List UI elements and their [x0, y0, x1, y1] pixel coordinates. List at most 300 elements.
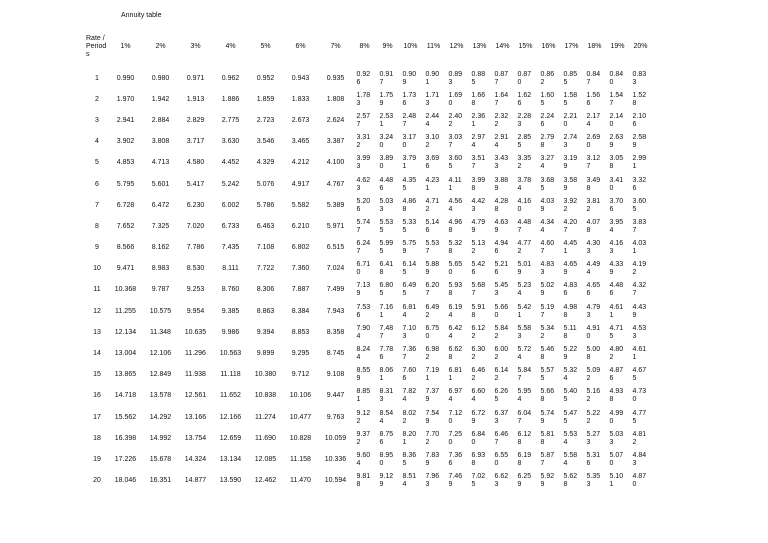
value-text: 6.418 [379, 261, 394, 277]
value-cell [583, 386, 606, 407]
value-cell [468, 238, 491, 259]
value-text: 5.417 [186, 180, 205, 188]
value-text: 1.547 [609, 91, 624, 107]
value-text: 9.394 [256, 328, 275, 336]
value-text: 6.463 [256, 222, 275, 230]
value-cell [468, 89, 491, 110]
value-cell [143, 216, 178, 237]
value-text: 4.713 [151, 159, 170, 167]
value-cell [283, 428, 318, 449]
value-text: 5.877 [540, 451, 555, 467]
value-cell [583, 280, 606, 301]
value-text: 3.433 [494, 155, 509, 171]
value-text: 5.795 [116, 180, 135, 188]
value-cell [583, 238, 606, 259]
value-cell [491, 322, 514, 343]
period-cell: 6 [95, 180, 99, 188]
period-cell: 14 [93, 350, 101, 358]
value-cell [629, 89, 652, 110]
value-text: 0.833 [632, 70, 647, 86]
value-cell [537, 386, 560, 407]
value-cell [399, 132, 422, 153]
value-cell [213, 68, 248, 89]
value-text: 6.604 [471, 388, 486, 404]
period-cell: 18 [93, 434, 101, 442]
value-cell [514, 343, 537, 364]
value-text: 10.059 [324, 434, 347, 442]
value-cell [583, 216, 606, 237]
value-cell [491, 89, 514, 110]
table-row [86, 280, 652, 301]
value-cell [422, 132, 445, 153]
value-text: 6.805 [379, 282, 394, 298]
value-text: 4.793 [586, 303, 601, 319]
value-cell [491, 407, 514, 428]
value-cell [283, 259, 318, 280]
value-cell [445, 89, 468, 110]
value-text: 6.230 [186, 201, 205, 209]
value-cell [178, 89, 213, 110]
value-text: 9.787 [151, 286, 170, 294]
value-text: 5.575 [540, 367, 555, 383]
value-cell [178, 259, 213, 280]
value-cell [318, 343, 353, 364]
value-text: 3.889 [494, 176, 509, 192]
value-cell [376, 89, 399, 110]
value-cell [560, 386, 583, 407]
value-text: 13.754 [184, 434, 207, 442]
value-text: 9.447 [326, 392, 345, 400]
value-text: 6.145 [402, 261, 417, 277]
value-cell [537, 449, 560, 470]
value-text: 3.326 [632, 176, 647, 192]
value-cell [422, 89, 445, 110]
value-text: 4.160 [517, 197, 532, 213]
value-text: 5.273 [586, 430, 601, 446]
value-cell [514, 365, 537, 386]
value-cell [248, 238, 283, 259]
value-cell [560, 428, 583, 449]
value-cell [583, 195, 606, 216]
value-text: 4.988 [563, 303, 578, 319]
value-text: 3.387 [326, 138, 345, 146]
value-text: 12.085 [254, 455, 277, 463]
period-header: Rate / Period s [86, 35, 107, 58]
value-text: 6.623 [494, 473, 509, 489]
value-cell [353, 89, 376, 110]
value-text: 2.246 [540, 112, 555, 128]
value-cell [422, 343, 445, 364]
value-text: 10.336 [324, 455, 347, 463]
value-text: 7.025 [471, 473, 486, 489]
value-text: 0.855 [563, 70, 578, 86]
value-cell [560, 89, 583, 110]
value-cell [445, 301, 468, 322]
table-row [86, 68, 652, 89]
value-text: 3.517 [471, 155, 486, 171]
value-cell [318, 153, 353, 174]
value-text: 4.611 [632, 346, 647, 362]
value-cell [108, 365, 143, 386]
value-cell [318, 238, 353, 259]
value-cell [213, 259, 248, 280]
value-cell [537, 343, 560, 364]
value-cell [537, 68, 560, 89]
value-text: 6.128 [517, 430, 532, 446]
value-cell [422, 238, 445, 259]
value-cell [537, 259, 560, 280]
value-cell [399, 386, 422, 407]
value-cell [318, 428, 353, 449]
value-cell [318, 449, 353, 470]
value-cell [537, 322, 560, 343]
value-cell [445, 343, 468, 364]
value-text: 4.611 [609, 303, 624, 319]
value-cell [143, 449, 178, 470]
value-text: 9.604 [356, 451, 371, 467]
value-text: 7.250 [448, 430, 463, 446]
value-cell [445, 110, 468, 131]
period-cell: 19 [93, 455, 101, 463]
value-cell [318, 280, 353, 301]
value-text: 5.818 [540, 430, 555, 446]
value-text: 7.360 [291, 265, 310, 273]
value-text: 7.963 [425, 473, 440, 489]
value-text: 3.784 [517, 176, 532, 192]
value-text: 10.635 [184, 328, 207, 336]
value-text: 4.812 [632, 430, 647, 446]
value-text: 12.166 [219, 413, 242, 421]
value-text: 4.231 [425, 176, 440, 192]
value-cell [353, 301, 376, 322]
value-text: 5.601 [151, 180, 170, 188]
value-cell [629, 343, 652, 364]
value-cell [143, 89, 178, 110]
value-cell [283, 386, 318, 407]
value-cell [583, 343, 606, 364]
value-cell [283, 132, 318, 153]
value-text: 4.494 [586, 261, 601, 277]
value-text: 4.968 [448, 218, 463, 234]
value-cell [353, 68, 376, 89]
value-text: 9.122 [356, 409, 371, 425]
value-text: 6.492 [425, 303, 440, 319]
value-cell [376, 365, 399, 386]
value-cell [514, 301, 537, 322]
value-cell [376, 110, 399, 131]
value-cell [445, 407, 468, 428]
value-cell [318, 301, 353, 322]
value-text: 8.983 [151, 265, 170, 273]
value-cell [514, 174, 537, 195]
value-cell [445, 259, 468, 280]
value-cell [629, 428, 652, 449]
value-cell [283, 407, 318, 428]
value-cell [318, 68, 353, 89]
period-cell: 11 [93, 286, 101, 294]
value-text: 11.274 [255, 413, 276, 421]
value-text: 4.946 [494, 240, 509, 256]
value-text: 0.847 [586, 70, 601, 86]
value-cell [376, 343, 399, 364]
value-cell [143, 110, 178, 131]
value-text: 2.140 [609, 112, 624, 128]
value-cell [560, 195, 583, 216]
value-text: 2.322 [494, 112, 509, 128]
value-text: 4.607 [540, 240, 555, 256]
value-text: 8.559 [356, 367, 371, 383]
value-text: 5.342 [540, 324, 555, 340]
value-cell [537, 280, 560, 301]
value-text: 14.718 [114, 392, 137, 400]
value-text: 3.837 [632, 218, 647, 234]
value-cell [178, 449, 213, 470]
value-text: 2.914 [494, 134, 509, 150]
value-cell [537, 195, 560, 216]
value-cell [514, 428, 537, 449]
value-cell [353, 322, 376, 343]
value-text: 2.444 [425, 112, 440, 128]
value-text: 9.954 [186, 307, 205, 315]
value-cell [399, 153, 422, 174]
value-text: 5.918 [471, 303, 486, 319]
value-cell [491, 343, 514, 364]
value-text: 7.549 [425, 409, 440, 425]
value-text: 4.288 [494, 197, 509, 213]
value-text: 6.142 [494, 367, 509, 383]
value-text: 6.265 [494, 388, 509, 404]
value-text: 4.767 [326, 180, 345, 188]
value-text: 6.982 [425, 346, 440, 362]
value-text: 4.486 [379, 176, 394, 192]
value-text: 0.862 [540, 70, 555, 86]
value-cell [283, 238, 318, 259]
value-cell [514, 238, 537, 259]
value-cell [399, 471, 422, 492]
value-cell [583, 471, 606, 492]
rate-header: 18% [587, 43, 602, 50]
value-cell [143, 280, 178, 301]
value-text: 6.728 [116, 201, 135, 209]
value-cell [143, 322, 178, 343]
value-cell [213, 301, 248, 322]
value-text: 4.564 [448, 197, 463, 213]
value-cell [143, 343, 178, 364]
value-text: 6.733 [221, 222, 240, 230]
value-cell [606, 471, 629, 492]
value-text: 6.247 [356, 240, 371, 256]
value-text: 6.814 [402, 303, 417, 319]
value-cell [213, 216, 248, 237]
value-text: 0.971 [186, 74, 205, 82]
value-cell [422, 110, 445, 131]
value-text: 5.747 [356, 218, 371, 234]
value-text: 6.729 [471, 409, 486, 425]
period-cell: 2 [95, 95, 99, 103]
value-text: 5.206 [356, 197, 371, 213]
value-cell [108, 280, 143, 301]
value-cell [445, 68, 468, 89]
value-cell [468, 153, 491, 174]
value-text: 0.990 [116, 74, 135, 82]
value-text: 6.002 [494, 346, 509, 362]
value-text: 6.207 [425, 282, 440, 298]
value-cell [468, 174, 491, 195]
value-cell [283, 68, 318, 89]
value-cell [213, 449, 248, 470]
value-text: 12.106 [149, 350, 172, 358]
rate-header: 11% [426, 43, 441, 50]
value-cell [606, 428, 629, 449]
value-text: 7.139 [356, 282, 371, 298]
value-text: 4.439 [632, 303, 647, 319]
value-cell [318, 110, 353, 131]
value-cell [422, 407, 445, 428]
value-text: 6.938 [471, 451, 486, 467]
value-text: 4.639 [494, 218, 509, 234]
period-cell: 4 [95, 138, 99, 146]
value-cell [213, 365, 248, 386]
value-cell [629, 301, 652, 322]
value-text: 6.462 [471, 367, 486, 383]
value-text: 4.031 [632, 240, 647, 256]
value-text: 1.626 [517, 91, 532, 107]
value-cell [376, 132, 399, 153]
value-cell [353, 386, 376, 407]
value-cell [583, 174, 606, 195]
value-cell [514, 132, 537, 153]
value-text: 4.452 [221, 159, 240, 167]
value-text: 7.702 [425, 430, 440, 446]
value-text: 7.887 [291, 286, 310, 294]
value-text: 10.828 [289, 434, 312, 442]
value-text: 6.472 [151, 201, 170, 209]
value-text: 2.106 [632, 112, 647, 128]
value-text: 14.324 [184, 455, 207, 463]
value-cell [537, 216, 560, 237]
value-text: 1.690 [448, 91, 463, 107]
value-text: 0.885 [471, 70, 486, 86]
value-cell [353, 132, 376, 153]
value-text: 1.859 [256, 95, 275, 103]
value-cell [468, 428, 491, 449]
value-text: 5.146 [425, 218, 440, 234]
value-cell [213, 132, 248, 153]
value-cell [143, 153, 178, 174]
value-cell [606, 259, 629, 280]
value-text: 3.717 [186, 138, 205, 146]
value-cell [108, 174, 143, 195]
value-text: 13.578 [149, 392, 172, 400]
period-cell: 1 [95, 74, 99, 82]
value-cell [468, 322, 491, 343]
value-cell [399, 343, 422, 364]
value-text: 8.365 [402, 451, 417, 467]
value-text: 6.373 [494, 409, 509, 425]
rate-header: 5% [260, 43, 271, 50]
value-cell [560, 407, 583, 428]
value-text: 0.893 [448, 70, 463, 86]
value-text: 8.358 [326, 328, 345, 336]
value-cell [560, 238, 583, 259]
value-text: 7.435 [221, 244, 240, 252]
value-cell [399, 301, 422, 322]
value-text: 5.660 [494, 303, 509, 319]
value-cell [178, 343, 213, 364]
value-text: 7.824 [402, 388, 417, 404]
value-cell [399, 259, 422, 280]
value-text: 2.487 [402, 112, 417, 128]
value-text: 6.198 [517, 451, 532, 467]
value-text: 1.759 [379, 91, 394, 107]
value-text: 9.986 [221, 328, 240, 336]
value-text: 6.710 [356, 261, 371, 277]
table-row [86, 153, 652, 174]
value-cell [560, 471, 583, 492]
value-text: 4.329 [256, 159, 275, 167]
value-cell [178, 428, 213, 449]
value-text: 3.240 [379, 134, 394, 150]
value-text: 9.108 [326, 371, 345, 379]
value-text: 4.078 [586, 218, 601, 234]
value-cell [318, 386, 353, 407]
value-text: 7.469 [448, 473, 463, 489]
value-text: 5.197 [540, 303, 555, 319]
value-cell [537, 89, 560, 110]
value-cell [248, 386, 283, 407]
value-cell [318, 195, 353, 216]
value-text: 3.102 [425, 134, 440, 150]
value-text: 14.292 [149, 413, 172, 421]
value-text: 10.563 [219, 350, 242, 358]
value-cell [143, 407, 178, 428]
value-text: 8.061 [379, 367, 394, 383]
value-text: 5.537 [425, 240, 440, 256]
value-text: 1.808 [326, 95, 345, 103]
value-cell [583, 68, 606, 89]
value-cell [376, 259, 399, 280]
value-cell [468, 301, 491, 322]
value-cell [629, 195, 652, 216]
value-cell [399, 174, 422, 195]
value-cell [143, 195, 178, 216]
value-cell [399, 322, 422, 343]
value-text: 8.853 [291, 328, 310, 336]
value-cell [353, 110, 376, 131]
value-cell [143, 259, 178, 280]
value-cell [629, 280, 652, 301]
value-cell [537, 428, 560, 449]
value-cell [399, 449, 422, 470]
value-cell [213, 110, 248, 131]
value-cell [422, 322, 445, 343]
table-row [86, 322, 652, 343]
value-cell [629, 407, 652, 428]
value-text: 3.812 [586, 197, 601, 213]
rate-header: 4% [225, 43, 236, 50]
value-cell [248, 110, 283, 131]
table-row [86, 471, 652, 492]
value-text: 2.361 [471, 112, 486, 128]
value-cell [213, 407, 248, 428]
value-cell [108, 449, 143, 470]
value-cell [399, 68, 422, 89]
value-cell [108, 428, 143, 449]
value-cell [583, 132, 606, 153]
rate-header: 3% [190, 43, 201, 50]
value-cell [583, 407, 606, 428]
value-cell [583, 449, 606, 470]
